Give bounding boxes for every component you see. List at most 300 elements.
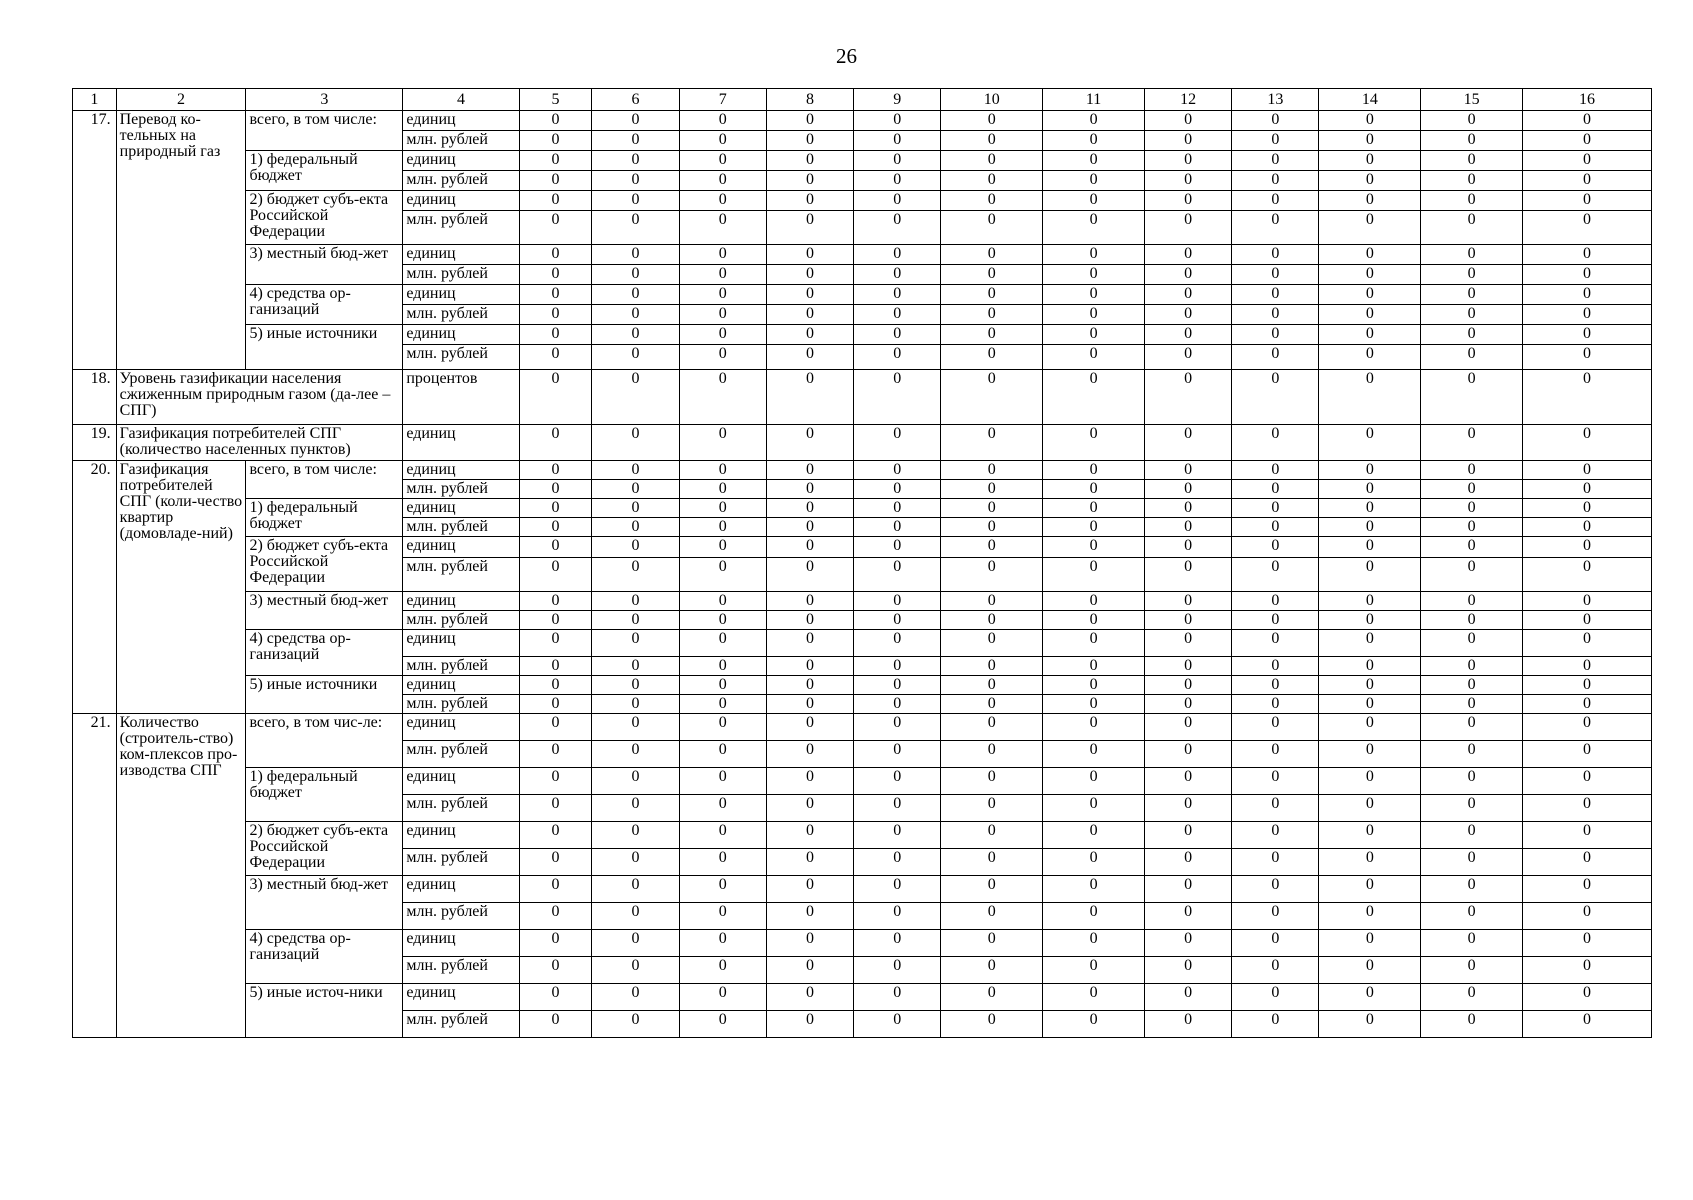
indicator-name: Количество (строитель-ство) ком-плексов про-изводства СПГ	[116, 714, 246, 1038]
column-header: 6	[592, 89, 679, 111]
value-cell: 0	[1523, 611, 1652, 630]
value-cell: 0	[1144, 537, 1231, 558]
value-cell: 0	[679, 245, 766, 265]
value-cell: 0	[766, 984, 853, 1011]
value-cell: 0	[1421, 930, 1523, 957]
value-cell: 0	[1523, 151, 1652, 171]
value-cell: 0	[1421, 111, 1523, 131]
value-cell: 0	[1421, 370, 1523, 425]
value-cell: 0	[854, 611, 941, 630]
value-cell: 0	[679, 171, 766, 191]
value-cell: 0	[1523, 245, 1652, 265]
value-cell: 0	[592, 695, 679, 714]
value-cell: 0	[592, 903, 679, 930]
value-cell: 0	[766, 245, 853, 265]
value-cell: 0	[854, 131, 941, 151]
value-cell: 0	[1144, 957, 1231, 984]
value-cell: 0	[854, 930, 941, 957]
value-cell: 0	[519, 461, 592, 480]
value-cell: 0	[941, 795, 1043, 822]
value-cell: 0	[1523, 876, 1652, 903]
value-cell: 0	[1319, 151, 1421, 171]
unit-cell: млн. рублей	[403, 849, 519, 876]
value-cell: 0	[1043, 714, 1145, 741]
value-cell: 0	[1523, 984, 1652, 1011]
value-cell: 0	[1043, 657, 1145, 676]
value-cell: 0	[1523, 325, 1652, 345]
value-cell: 0	[854, 903, 941, 930]
value-cell: 0	[592, 425, 679, 461]
column-header: 3	[246, 89, 403, 111]
value-cell: 0	[941, 191, 1043, 211]
value-cell: 0	[1232, 741, 1319, 768]
value-cell: 0	[592, 171, 679, 191]
value-cell: 0	[766, 849, 853, 876]
value-cell: 0	[1421, 984, 1523, 1011]
value-cell: 0	[679, 695, 766, 714]
indicator-name: Уровень газификации населения сжиженным природным газом (да-лее – СПГ)	[116, 370, 403, 425]
value-cell: 0	[1523, 768, 1652, 795]
unit-cell: млн. рублей	[403, 171, 519, 191]
value-cell: 0	[1043, 876, 1145, 903]
value-cell: 0	[519, 876, 592, 903]
value-cell: 0	[1043, 131, 1145, 151]
value-cell: 0	[1523, 305, 1652, 325]
value-cell: 0	[766, 151, 853, 171]
table-row	[73, 537, 1652, 558]
value-cell: 0	[519, 518, 592, 537]
value-cell: 0	[519, 768, 592, 795]
value-cell: 0	[679, 822, 766, 849]
value-cell: 0	[1043, 499, 1145, 518]
value-cell: 0	[1319, 265, 1421, 285]
table-row	[73, 876, 1652, 903]
unit-cell: млн. рублей	[403, 611, 519, 630]
value-cell: 0	[679, 345, 766, 370]
value-cell: 0	[1043, 345, 1145, 370]
value-cell: 0	[941, 265, 1043, 285]
value-cell: 0	[1144, 461, 1231, 480]
value-cell: 0	[679, 768, 766, 795]
value-cell: 0	[854, 1011, 941, 1038]
value-cell: 0	[592, 768, 679, 795]
value-cell: 0	[519, 903, 592, 930]
value-cell: 0	[1319, 191, 1421, 211]
value-cell: 0	[854, 984, 941, 1011]
value-cell: 0	[1043, 191, 1145, 211]
value-cell: 0	[1523, 849, 1652, 876]
value-cell: 0	[679, 499, 766, 518]
value-cell: 0	[854, 537, 941, 558]
value-cell: 0	[679, 425, 766, 461]
value-cell: 0	[1319, 611, 1421, 630]
value-cell: 0	[1043, 480, 1145, 499]
value-cell: 0	[1144, 1011, 1231, 1038]
value-cell: 0	[592, 822, 679, 849]
value-cell: 0	[854, 345, 941, 370]
value-cell: 0	[766, 558, 853, 592]
table-row	[73, 89, 1652, 111]
value-cell: 0	[941, 151, 1043, 171]
value-cell: 0	[766, 957, 853, 984]
value-cell: 0	[1232, 537, 1319, 558]
value-cell: 0	[1523, 795, 1652, 822]
value-cell: 0	[1144, 984, 1231, 1011]
value-cell: 0	[854, 822, 941, 849]
value-cell: 0	[941, 305, 1043, 325]
value-cell: 0	[1421, 657, 1523, 676]
unit-cell: единиц	[403, 245, 519, 265]
value-cell: 0	[1043, 903, 1145, 930]
value-cell: 0	[1043, 461, 1145, 480]
value-cell: 0	[1421, 611, 1523, 630]
value-cell: 0	[519, 695, 592, 714]
value-cell: 0	[1523, 265, 1652, 285]
value-cell: 0	[1319, 111, 1421, 131]
unit-cell: млн. рублей	[403, 795, 519, 822]
value-cell: 0	[592, 499, 679, 518]
unit-cell: единиц	[403, 592, 519, 611]
value-cell: 0	[592, 325, 679, 345]
unit-cell: единиц	[403, 930, 519, 957]
value-cell: 0	[679, 480, 766, 499]
value-cell: 0	[1232, 657, 1319, 676]
value-cell: 0	[854, 741, 941, 768]
value-cell: 0	[1319, 305, 1421, 325]
value-cell: 0	[1232, 876, 1319, 903]
value-cell: 0	[1319, 676, 1421, 695]
value-cell: 0	[1144, 305, 1231, 325]
value-cell: 0	[592, 741, 679, 768]
value-cell: 0	[766, 930, 853, 957]
indicator-name: Перевод ко-тельных на природный газ	[116, 111, 246, 370]
unit-cell: млн. рублей	[403, 345, 519, 370]
value-cell: 0	[941, 558, 1043, 592]
value-cell: 0	[854, 171, 941, 191]
value-cell: 0	[679, 131, 766, 151]
value-cell: 0	[941, 285, 1043, 305]
value-cell: 0	[854, 695, 941, 714]
value-cell: 0	[941, 325, 1043, 345]
value-cell: 0	[1523, 499, 1652, 518]
value-cell: 0	[766, 345, 853, 370]
value-cell: 0	[519, 151, 592, 171]
column-header: 7	[679, 89, 766, 111]
value-cell: 0	[1523, 111, 1652, 131]
value-cell: 0	[766, 695, 853, 714]
unit-cell: единиц	[403, 537, 519, 558]
unit-cell: млн. рублей	[403, 305, 519, 325]
value-cell: 0	[1144, 741, 1231, 768]
value-cell: 0	[941, 461, 1043, 480]
value-cell: 0	[1523, 630, 1652, 657]
value-cell: 0	[1232, 630, 1319, 657]
value-cell: 0	[592, 657, 679, 676]
value-cell: 0	[1421, 305, 1523, 325]
value-cell: 0	[1523, 558, 1652, 592]
value-cell: 0	[854, 518, 941, 537]
value-cell: 0	[519, 741, 592, 768]
value-cell: 0	[1043, 676, 1145, 695]
value-cell: 0	[679, 714, 766, 741]
value-cell: 0	[854, 461, 941, 480]
value-cell: 0	[679, 592, 766, 611]
value-cell: 0	[854, 657, 941, 676]
value-cell: 0	[1232, 480, 1319, 499]
value-cell: 0	[766, 741, 853, 768]
value-cell: 0	[941, 714, 1043, 741]
value-cell: 0	[1421, 345, 1523, 370]
column-header: 5	[519, 89, 592, 111]
value-cell: 0	[1144, 676, 1231, 695]
value-cell: 0	[519, 480, 592, 499]
value-cell: 0	[766, 285, 853, 305]
value-cell: 0	[1232, 370, 1319, 425]
value-cell: 0	[519, 558, 592, 592]
unit-cell: единиц	[403, 425, 519, 461]
value-cell: 0	[766, 370, 853, 425]
value-cell: 0	[592, 480, 679, 499]
value-cell: 0	[519, 245, 592, 265]
value-cell: 0	[592, 592, 679, 611]
table-row	[73, 592, 1652, 611]
value-cell: 0	[519, 285, 592, 305]
value-cell: 0	[592, 984, 679, 1011]
value-cell: 0	[679, 795, 766, 822]
value-cell: 0	[1523, 171, 1652, 191]
value-cell: 0	[1523, 822, 1652, 849]
value-cell: 0	[1043, 592, 1145, 611]
funding-source: 4) средства ор-ганизаций	[246, 630, 403, 676]
value-cell: 0	[1232, 957, 1319, 984]
value-cell: 0	[766, 325, 853, 345]
value-cell: 0	[1144, 191, 1231, 211]
value-cell: 0	[1523, 903, 1652, 930]
value-cell: 0	[1421, 558, 1523, 592]
unit-cell: единиц	[403, 984, 519, 1011]
unit-cell: процентов	[403, 370, 519, 425]
value-cell: 0	[592, 537, 679, 558]
value-cell: 0	[1319, 795, 1421, 822]
column-header: 4	[403, 89, 519, 111]
value-cell: 0	[941, 876, 1043, 903]
unit-cell: млн. рублей	[403, 695, 519, 714]
value-cell: 0	[1144, 211, 1231, 245]
table-row	[73, 325, 1652, 345]
value-cell: 0	[766, 903, 853, 930]
value-cell: 0	[1523, 1011, 1652, 1038]
value-cell: 0	[592, 714, 679, 741]
value-cell: 0	[1319, 957, 1421, 984]
value-cell: 0	[1319, 714, 1421, 741]
unit-cell: единиц	[403, 714, 519, 741]
value-cell: 0	[592, 849, 679, 876]
unit-cell: единиц	[403, 676, 519, 695]
value-cell: 0	[1144, 714, 1231, 741]
value-cell: 0	[679, 957, 766, 984]
unit-cell: единиц	[403, 630, 519, 657]
column-header: 9	[854, 89, 941, 111]
column-header: 12	[1144, 89, 1231, 111]
table-row	[73, 714, 1652, 741]
value-cell: 0	[1043, 211, 1145, 245]
value-cell: 0	[1043, 518, 1145, 537]
value-cell: 0	[766, 425, 853, 461]
value-cell: 0	[1319, 876, 1421, 903]
value-cell: 0	[519, 171, 592, 191]
value-cell: 0	[766, 822, 853, 849]
value-cell: 0	[1421, 822, 1523, 849]
value-cell: 0	[1319, 630, 1421, 657]
value-cell: 0	[1144, 325, 1231, 345]
value-cell: 0	[679, 305, 766, 325]
value-cell: 0	[679, 537, 766, 558]
funding-source: 3) местный бюд-жет	[246, 592, 403, 630]
value-cell: 0	[519, 630, 592, 657]
value-cell: 0	[854, 714, 941, 741]
value-cell: 0	[854, 325, 941, 345]
value-cell: 0	[1232, 1011, 1319, 1038]
unit-cell: млн. рублей	[403, 1011, 519, 1038]
value-cell: 0	[519, 425, 592, 461]
funding-source: 3) местный бюд-жет	[246, 245, 403, 285]
unit-cell: млн. рублей	[403, 265, 519, 285]
value-cell: 0	[766, 657, 853, 676]
value-cell: 0	[592, 795, 679, 822]
funding-source: всего, в том числе:	[246, 111, 403, 151]
value-cell: 0	[1232, 499, 1319, 518]
value-cell: 0	[1043, 984, 1145, 1011]
unit-cell: млн. рублей	[403, 903, 519, 930]
table-row	[73, 191, 1652, 211]
value-cell: 0	[1232, 592, 1319, 611]
value-cell: 0	[1043, 171, 1145, 191]
value-cell: 0	[592, 191, 679, 211]
value-cell: 0	[1232, 461, 1319, 480]
value-cell: 0	[519, 676, 592, 695]
value-cell: 0	[519, 592, 592, 611]
value-cell: 0	[519, 984, 592, 1011]
column-header: 1	[73, 89, 117, 111]
value-cell: 0	[519, 537, 592, 558]
value-cell: 0	[592, 285, 679, 305]
value-cell: 0	[854, 558, 941, 592]
value-cell: 0	[854, 795, 941, 822]
row-number: 18.	[73, 370, 117, 425]
value-cell: 0	[592, 1011, 679, 1038]
value-cell: 0	[592, 345, 679, 370]
funding-source: 1) федеральный бюджет	[246, 768, 403, 822]
value-cell: 0	[519, 822, 592, 849]
value-cell: 0	[1319, 592, 1421, 611]
value-cell: 0	[679, 151, 766, 171]
value-cell: 0	[1043, 795, 1145, 822]
value-cell: 0	[766, 305, 853, 325]
value-cell: 0	[766, 876, 853, 903]
value-cell: 0	[679, 630, 766, 657]
value-cell: 0	[1144, 822, 1231, 849]
value-cell: 0	[941, 768, 1043, 795]
value-cell: 0	[1043, 630, 1145, 657]
value-cell: 0	[679, 111, 766, 131]
unit-cell: единиц	[403, 325, 519, 345]
value-cell: 0	[679, 741, 766, 768]
value-cell: 0	[1319, 518, 1421, 537]
value-cell: 0	[679, 211, 766, 245]
funding-source: 2) бюджет субъ-екта Российской Федерации	[246, 191, 403, 245]
value-cell: 0	[1319, 903, 1421, 930]
value-cell: 0	[941, 131, 1043, 151]
value-cell: 0	[1421, 171, 1523, 191]
value-cell: 0	[592, 518, 679, 537]
column-header: 10	[941, 89, 1043, 111]
value-cell: 0	[519, 191, 592, 211]
value-cell: 0	[941, 903, 1043, 930]
value-cell: 0	[1523, 425, 1652, 461]
value-cell: 0	[1232, 849, 1319, 876]
value-cell: 0	[1319, 499, 1421, 518]
value-cell: 0	[766, 171, 853, 191]
value-cell: 0	[1043, 822, 1145, 849]
value-cell: 0	[766, 518, 853, 537]
value-cell: 0	[766, 795, 853, 822]
value-cell: 0	[1319, 345, 1421, 370]
unit-cell: единиц	[403, 499, 519, 518]
value-cell: 0	[766, 611, 853, 630]
value-cell: 0	[1232, 676, 1319, 695]
value-cell: 0	[679, 461, 766, 480]
value-cell: 0	[1523, 957, 1652, 984]
value-cell: 0	[1232, 795, 1319, 822]
indicator-name: Газификация потребителей СПГ (коли-чество квартир (домовладе-ний)	[116, 461, 246, 714]
value-cell: 0	[941, 930, 1043, 957]
value-cell: 0	[1232, 265, 1319, 285]
value-cell: 0	[1421, 191, 1523, 211]
value-cell: 0	[941, 957, 1043, 984]
value-cell: 0	[519, 345, 592, 370]
value-cell: 0	[1319, 768, 1421, 795]
value-cell: 0	[1043, 285, 1145, 305]
value-cell: 0	[1232, 211, 1319, 245]
value-cell: 0	[679, 876, 766, 903]
value-cell: 0	[1232, 930, 1319, 957]
value-cell: 0	[1319, 741, 1421, 768]
page-number: 26	[836, 44, 857, 68]
value-cell: 0	[592, 957, 679, 984]
value-cell: 0	[1232, 984, 1319, 1011]
value-cell: 0	[941, 518, 1043, 537]
value-cell: 0	[1421, 211, 1523, 245]
value-cell: 0	[1421, 695, 1523, 714]
value-cell: 0	[1421, 903, 1523, 930]
unit-cell: единиц	[403, 822, 519, 849]
value-cell: 0	[1421, 151, 1523, 171]
unit-cell: единиц	[403, 768, 519, 795]
table-row	[73, 630, 1652, 657]
column-header: 11	[1043, 89, 1145, 111]
unit-cell: единиц	[403, 111, 519, 131]
value-cell: 0	[1144, 425, 1231, 461]
value-cell: 0	[1144, 151, 1231, 171]
column-header: 13	[1232, 89, 1319, 111]
value-cell: 0	[1232, 768, 1319, 795]
value-cell: 0	[1043, 695, 1145, 714]
column-header: 15	[1421, 89, 1523, 111]
value-cell: 0	[941, 741, 1043, 768]
value-cell: 0	[1232, 305, 1319, 325]
value-cell: 0	[1523, 480, 1652, 499]
value-cell: 0	[854, 151, 941, 171]
